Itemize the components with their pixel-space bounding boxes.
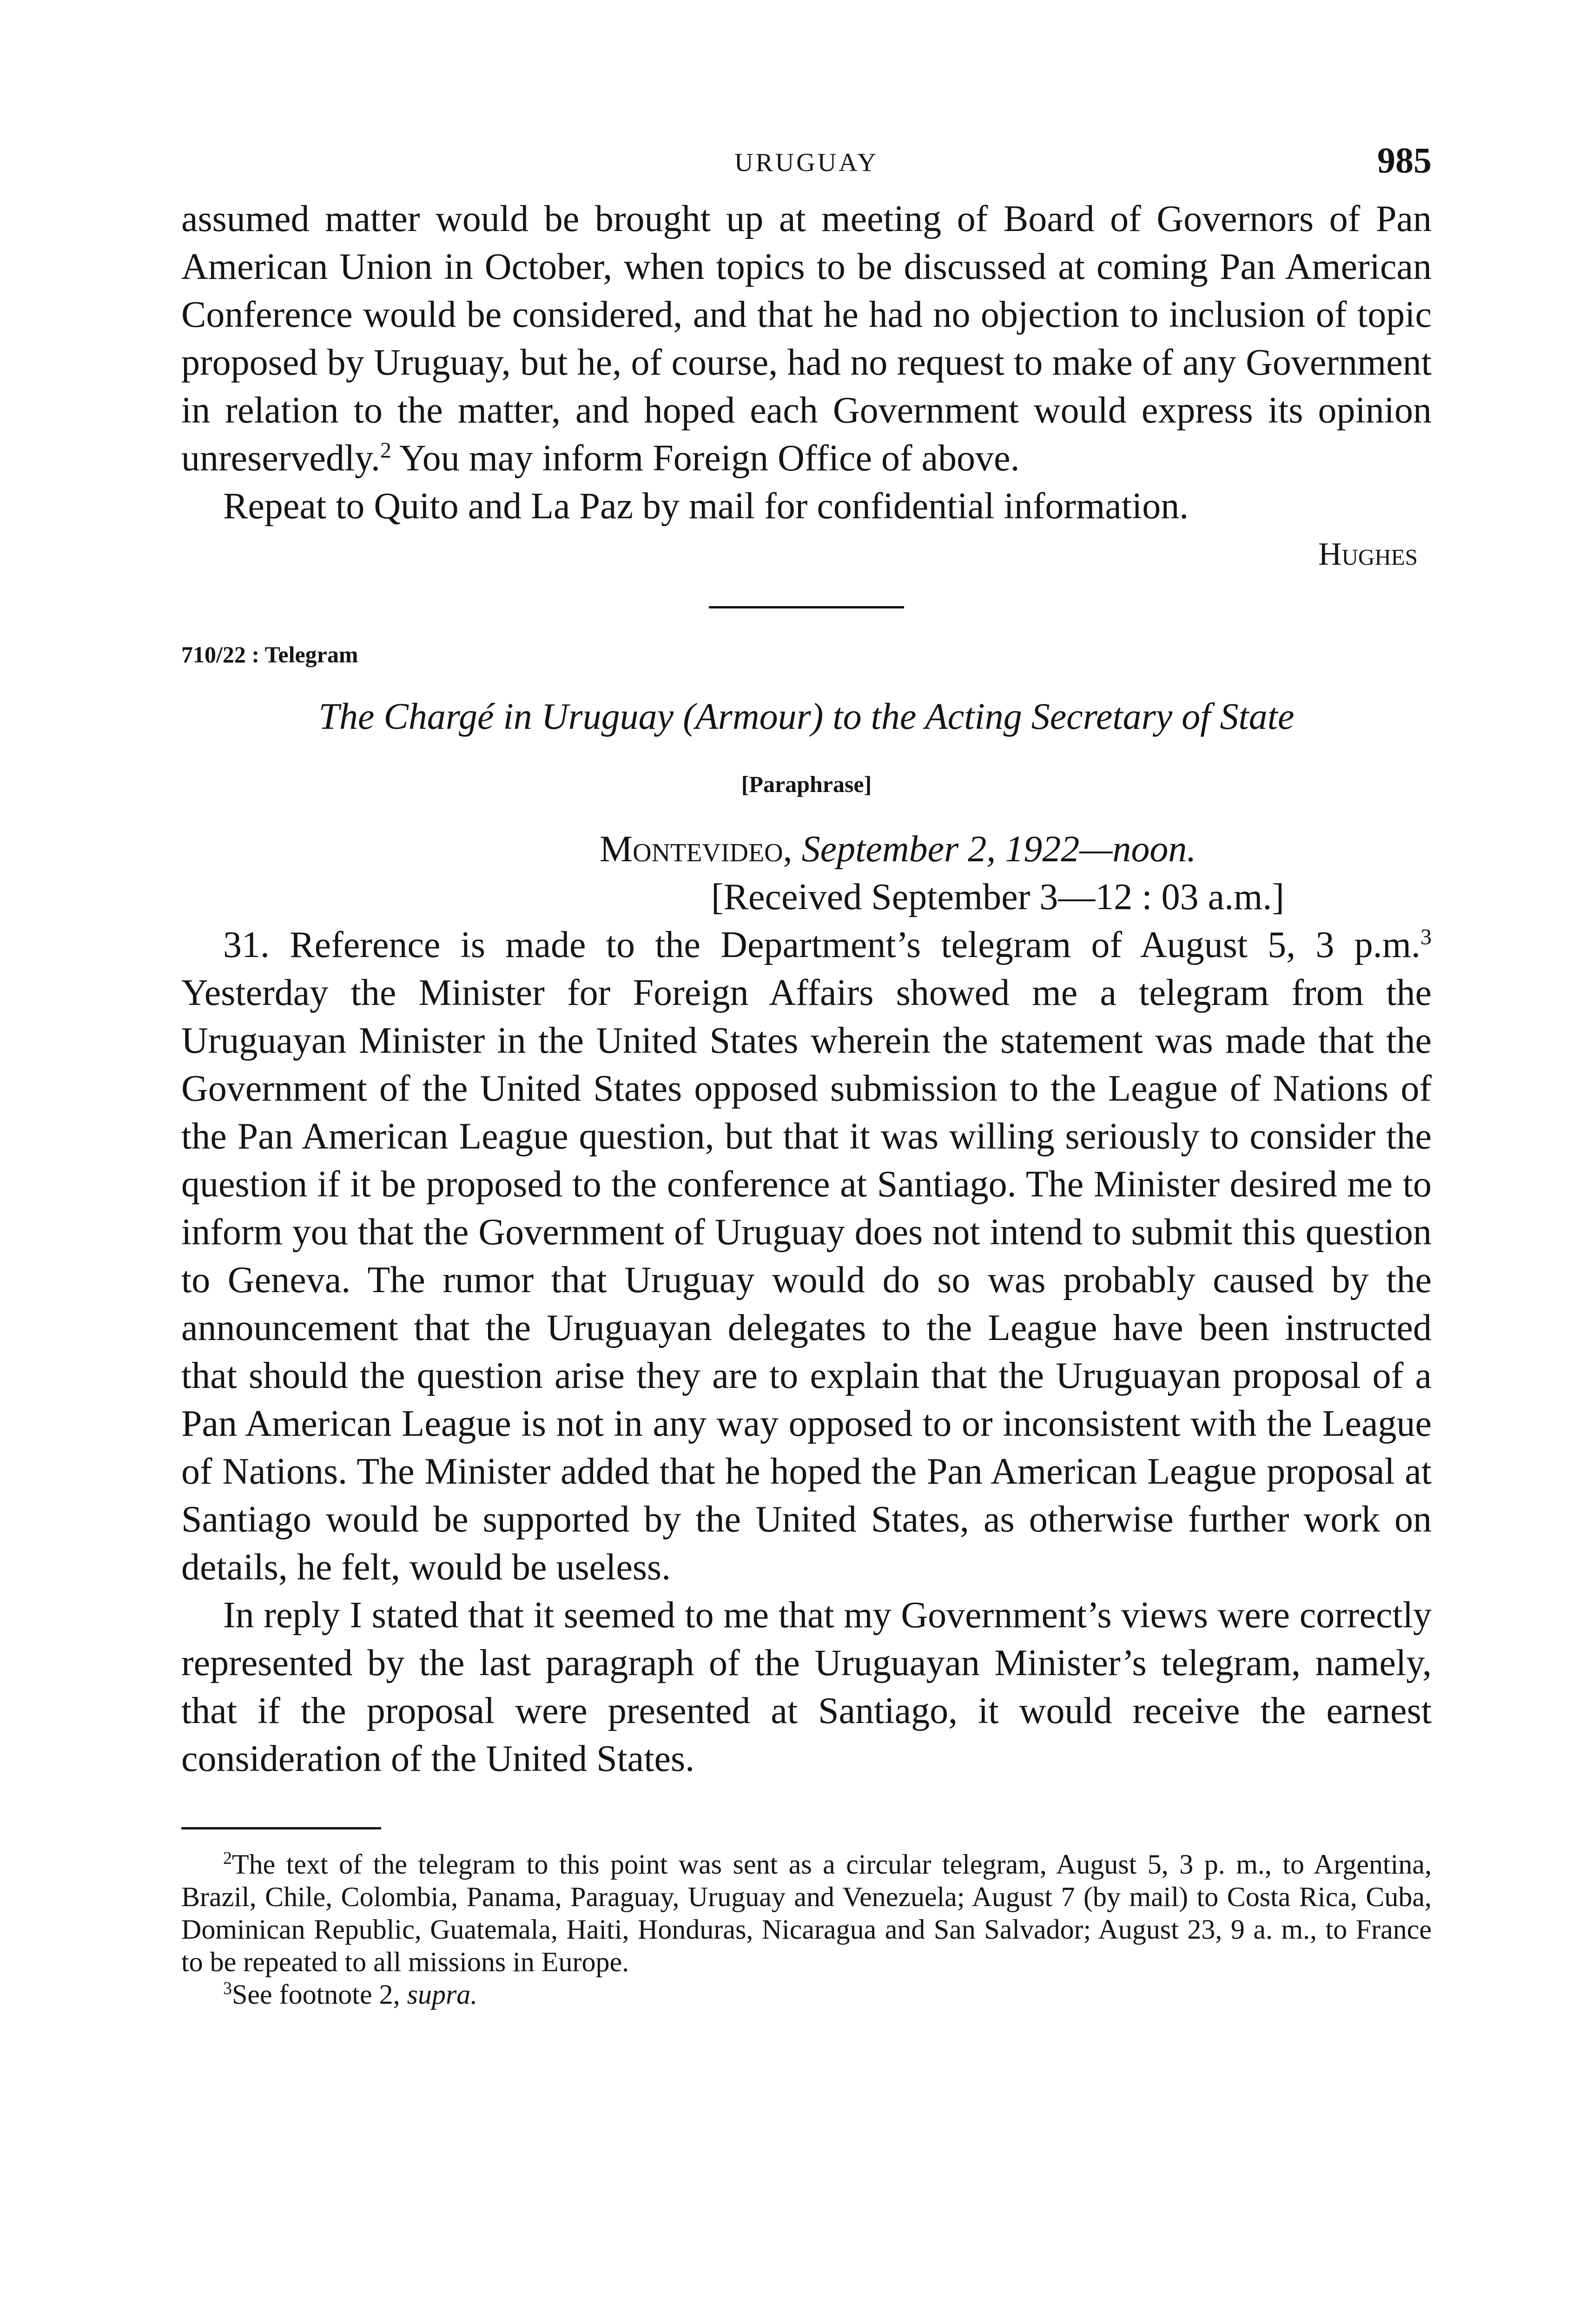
- dateline: [181, 825, 1432, 873]
- footnote-mark-2: 2: [223, 1849, 232, 1868]
- footnote-2-text: The text of the telegram to this point was sent as a circular telegram, August 5, 3 p. m., to Argentina, Brazil, Chile, Colombia, Panama, Paraguay, Uruguay and Venezuela; August 7 (by mail) to Costa Rica, Cuba, Dominican Republic, Guatemala, Haiti, Honduras, Nicaragua and San Salvador; August 23, 9 a. m., to France to be repeated to all missions in Europe.: [181, 1849, 1432, 1977]
- document-title: The Chargé in Uruguay (Armour) to the Acting Secretary of State: [318, 696, 1295, 737]
- section-divider: [709, 606, 904, 608]
- dateline-date: September 2, 1922—noon.: [792, 829, 1196, 870]
- file-reference: 710/22 : Telegram: [181, 641, 358, 667]
- page-number: 985: [1377, 140, 1432, 180]
- footnote-3: [181, 1978, 1432, 2011]
- running-head: [181, 139, 1432, 195]
- page: [181, 139, 1432, 2011]
- continuation-text: assumed matter would be brought up at meeting of Board of Governors of Pan American Union in October, when topics to be discussed at coming Pan American Conference would be considered, and that he had no objection to inclusion of topic proposed by Uruguay, but he, of course, had no request to make of any Government in relation to the matter, and hoped each Government would express its opinion unreservedly.: [181, 198, 1432, 479]
- telegram-text-1a: 31. Reference is made to the Department’s telegram of August 5, 3 p.m.: [223, 924, 1420, 965]
- footnote-divider: [181, 1827, 381, 1829]
- footnote-mark-3: 3: [223, 1979, 232, 1998]
- telegram-paragraph-2: In reply I stated that it seemed to me that my Government’s views were correctly represented by the last paragraph of the Uruguayan Minister’s telegram, namely, that if the proposal were presented at Santiago, it would receive the earnest consideration of the United States.: [181, 1595, 1432, 1779]
- telegram-paragraph-1: [181, 921, 1432, 1591]
- running-head-title: URUGUAY: [734, 148, 878, 177]
- received-line: [Received September 3—12 : 03 a.m.]: [711, 877, 1284, 918]
- footnotes: [181, 1848, 1432, 2011]
- dateline-place: Montevideo,: [600, 829, 793, 870]
- footnote-3-text: See footnote 2,: [232, 1979, 407, 2010]
- footnote-ref-2[interactable]: 2: [380, 438, 391, 463]
- repeat-instruction: Repeat to Quito and La Paz by mail for confidential information.: [223, 486, 1189, 527]
- telegram-text-1b: Yesterday the Minister for Foreign Affairs showed me a telegram from the Uruguayan Minister in the United States wherein the statement was made that the Government of the United States opposed submission to the League of Nations of the Pan American League question, but that it was willing seriously to consider the question if it be proposed to the conference at Santiago. The Minister desired me to inform you that the Government of Uruguay does not intend to submit this question to Geneva. The rumor that Uruguay would do so was probably caused by the announcement that the Uruguayan delegates to the League have been instructed that should the question arise they are to explain that the Uruguayan proposal of a Pan American League is not in any way opposed to or inconsistent with the League of Nations. The Minister added that he hoped the Pan American League proposal at Santiago would be supported by the United States, as otherwise further work on details, he felt, would be useless.: [181, 972, 1432, 1588]
- signature: Hughes: [1318, 536, 1418, 572]
- continuation-paragraph: [181, 195, 1432, 482]
- footnote-3-supra: supra.: [407, 1979, 478, 2010]
- footnote-2: [181, 1848, 1432, 1978]
- continuation-text-end: You may inform Foreign Office of above.: [391, 438, 1020, 479]
- footnote-ref-3[interactable]: 3: [1420, 924, 1432, 950]
- paraphrase-label: [Paraphrase]: [741, 771, 872, 797]
